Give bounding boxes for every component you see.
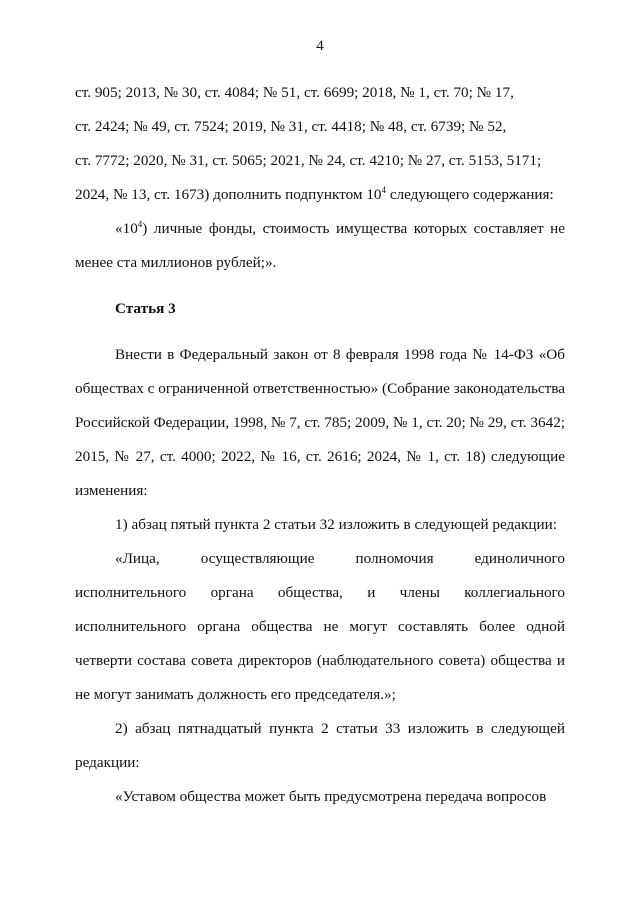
paragraph-amendment-intro: Внести в Федеральный закон от 8 февраля 1998 года № 14-ФЗ «Об обществах с ограниченной ответственностью» (Собрание законодательства Российской Федерации, 1998, № 7, ст. 785; 2009, № 1, ст. 20; № 29, ст. 3642; 2015, № 27, ст. 4000; 2022, № 16, ст. 2616; 2024, № 1, ст. 18) следующие изменения:: [75, 346, 566, 499]
paragraph-line: ст. 2424; № 49, ст. 7524; 2019, № 31, ст. 4418; № 48, ст. 6739; № 52,: [75, 118, 507, 135]
paragraph-quote-item-2: «Уставом общества может быть предусмотрена передача вопросов: [115, 788, 547, 805]
paragraph-quote-personal-funds: [75, 212, 565, 280]
text-fragment: следующего содержания:: [386, 186, 554, 203]
paragraph-item-1: 1) абзац пятый пункта 2 статьи 32 изложить в следующей редакции:: [115, 516, 557, 533]
text-fragment: «10: [115, 220, 138, 237]
document-body: [75, 76, 565, 814]
paragraph-line: ст. 7772; 2020, № 31, ст. 5065; 2021, № 24, ст. 4210; № 27, ст. 5153, 5171;: [75, 152, 542, 169]
paragraph-quote-item-1: «Лица, осуществляющие полномочия единоличного исполнительного органа общества, и члены коллегиального исполнительного органа общества не могут составлять более одной четверти состава совета директоров (наблюдательного совета) общества и не могут занимать должность его председателя.»;: [75, 550, 565, 703]
text-fragment: 2024, № 13, ст. 1673) дополнить подпунктом 10: [75, 186, 382, 203]
page-number: 4: [316, 38, 324, 54]
article-heading: Статья 3: [115, 300, 176, 317]
paragraph-item-2: 2) абзац пятнадцатый пункта 2 статьи 33 изложить в следующей редакции:: [75, 720, 565, 771]
text-fragment: ) личные фонды, стоимость имущества которых составляет не менее ста миллионов рублей;».: [75, 220, 565, 271]
paragraph-line: ст. 905; 2013, № 30, ст. 4084; № 51, ст. 6699; 2018, № 1, ст. 70; № 17,: [75, 84, 514, 101]
superscript: 4: [381, 185, 387, 195]
superscript: 4: [137, 219, 143, 229]
paragraph-line: [75, 178, 565, 212]
